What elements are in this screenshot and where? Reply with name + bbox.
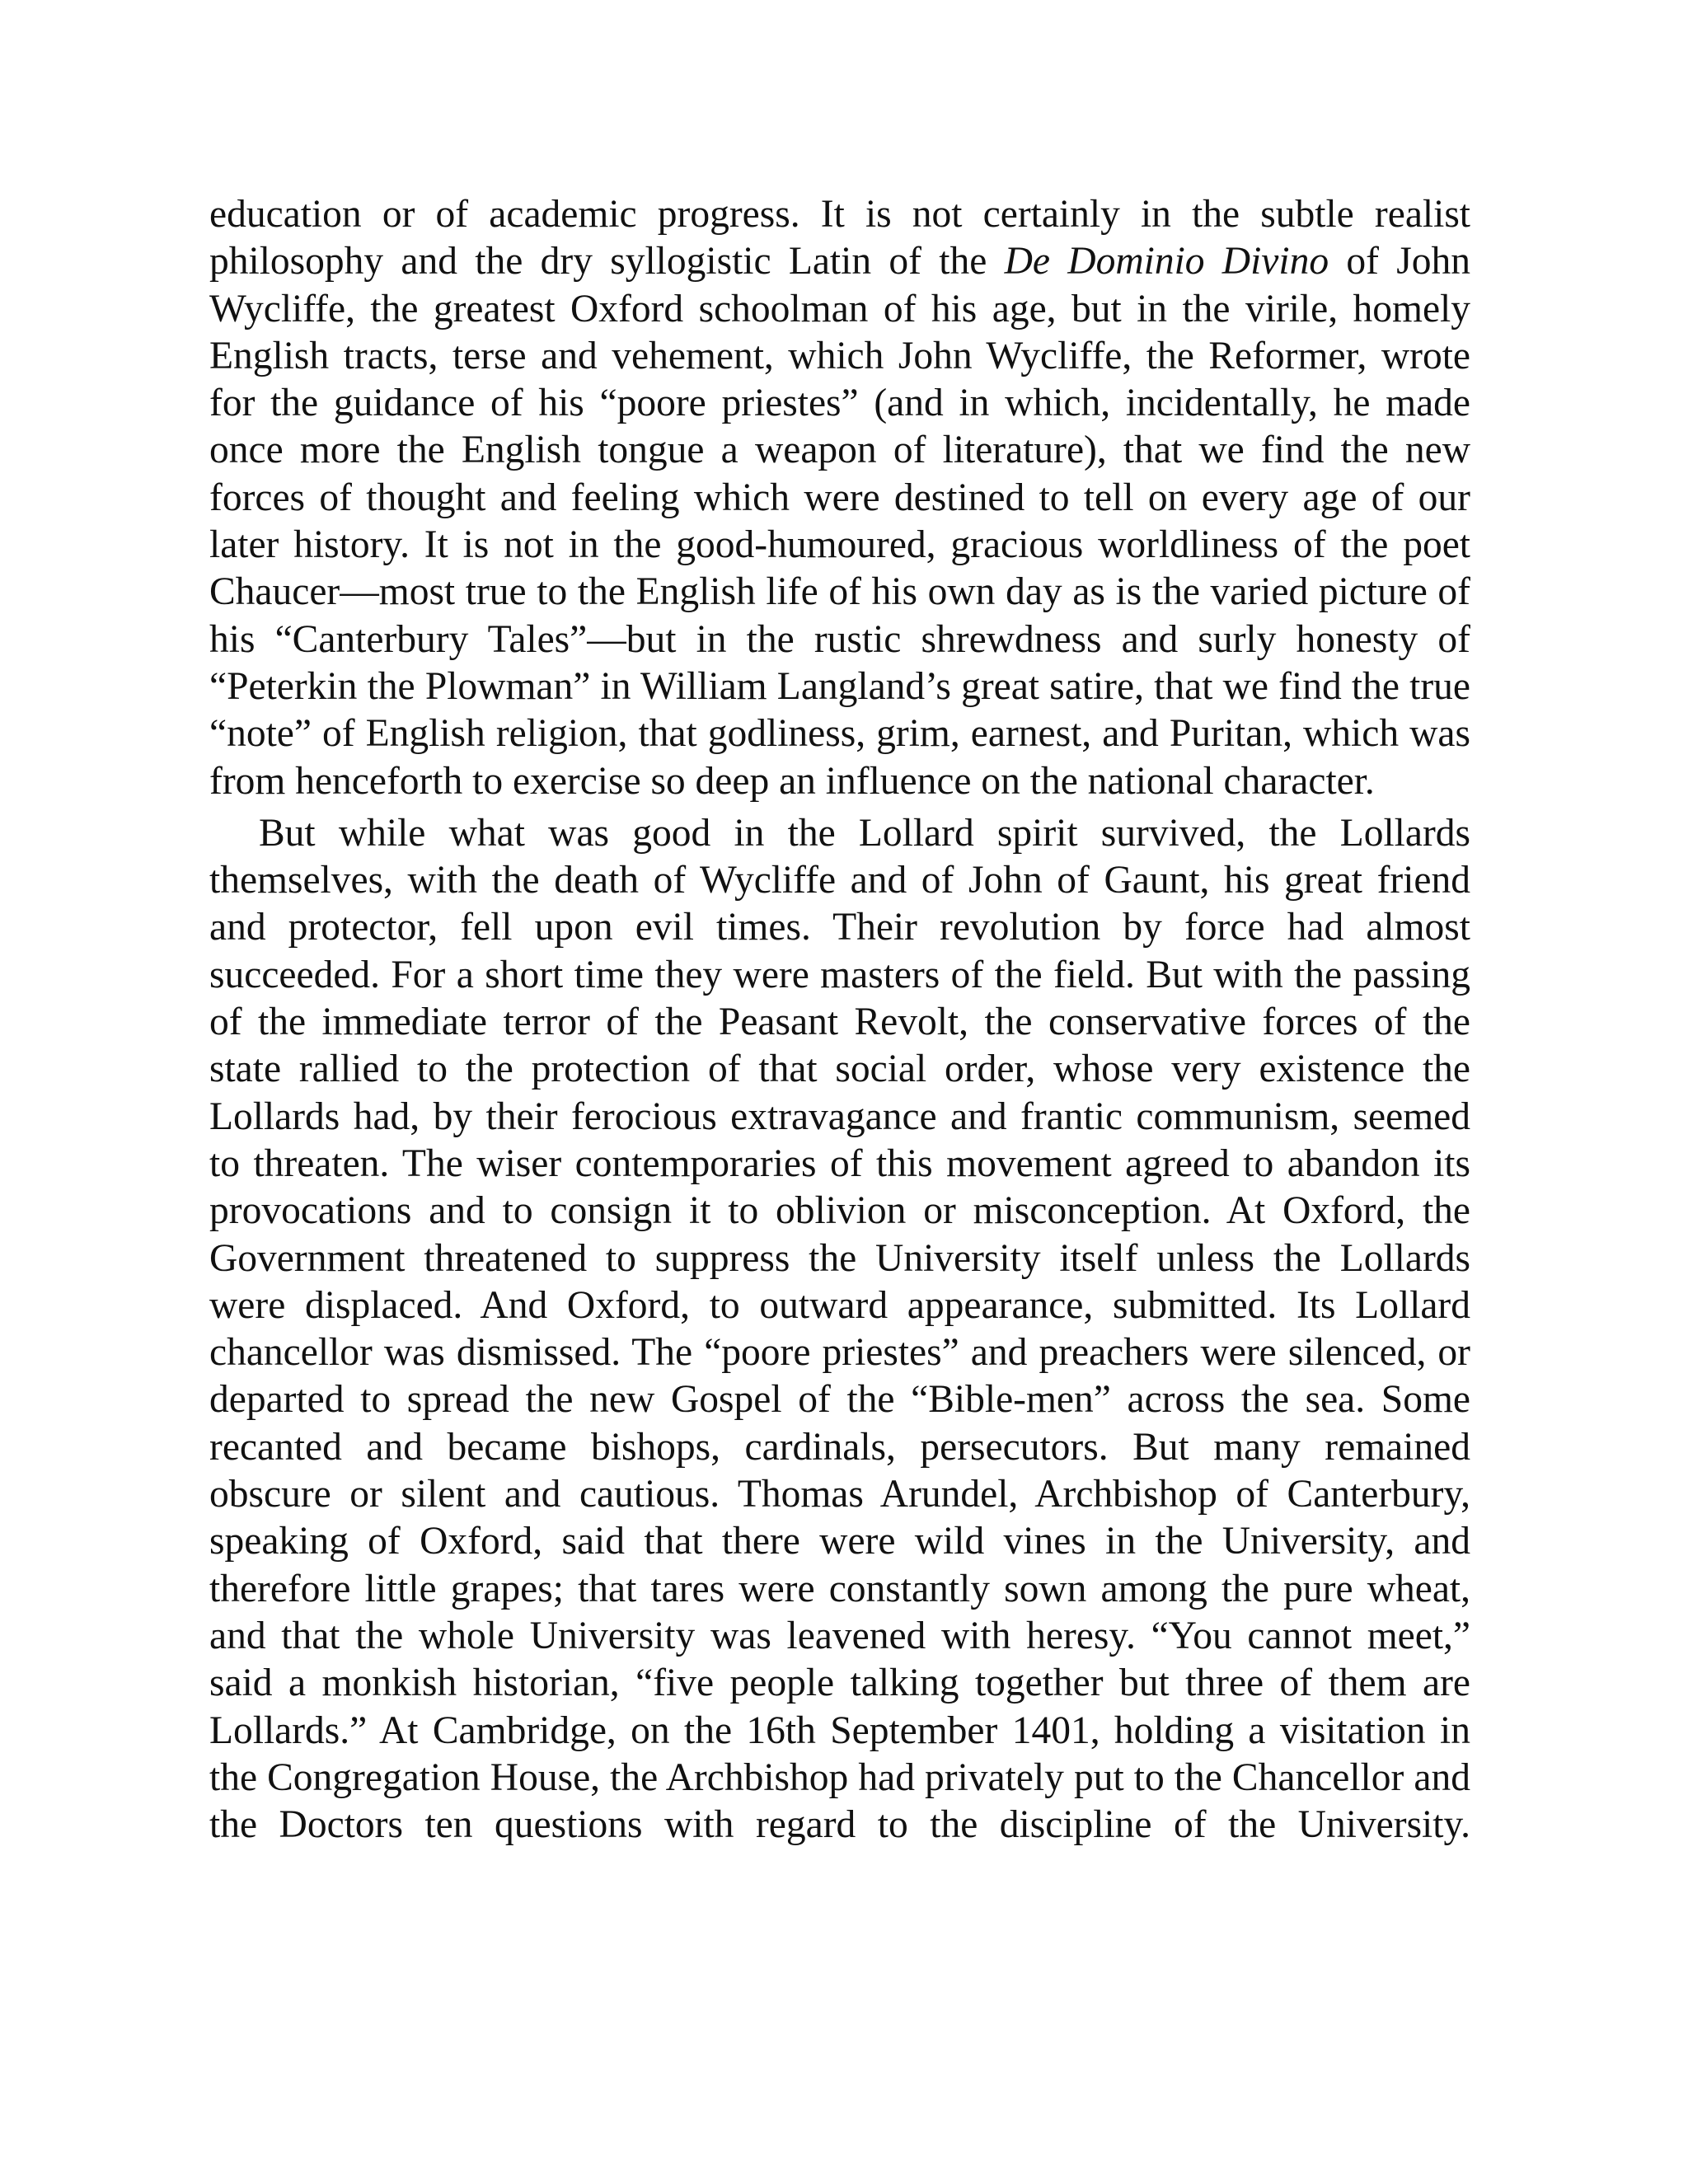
paragraph-1-text-a: education or of academic progress. It is not certainly in the subtle realist philosophy and the dry syllogistic Latin of the <box>209 193 1470 284</box>
paragraph-2: But while what was good in the Lollard spirit survived, the Lollards themselves, with the death of Wycliffe and of John of Gaunt, his great friend and protector, fell upon evil times. Their revolution by force had almost succeeded. For a short time they were masters of the field. But with the passing of the immediate terror of the Peasant Revolt, the conservative forces of the state rallied to the protection of that social order, whose very existence the Lollards had, by their ferocious extravagance and frantic communism, seemed to threaten. The wiser contemporaries of this movement agreed to abandon its provocations and to consign it to oblivion or misconception. At Oxford, the Government threatened to suppress the University itself unless the Lollards were displaced. And Oxford, to outward appearance, submitted. Its Lollard chancellor was dismissed. The “poore priestes” and preachers were silenced, or departed to spread the new Gospel of the “Bible-men” across the sea. Some recanted and became bishops, cardinals, persecutors. But many remained obscure or silent and cautious. Thomas Arundel, Archbishop of Canterbury, speaking of Oxford, said that there were wild vines in the University, and therefore little grapes; that tares were constantly sown among the pure wheat, and that the whole University was leavened with heresy. “You cannot meet,” said a monkish historian, “five people talking together but three of them are Lollards.” At Cambridge, on the 16th September 1401, holding a visitation in the Congregation House, the Archbishop had privately put to the Chancellor and the Doctors ten questions with regard to the discipline of the University. <box>209 811 1470 1847</box>
paragraph-1-text-b: of John Wycliffe, the greatest Oxford schoolman of his age, but in the virile, homely English tracts, terse and vehement, which John Wycliffe, the Reformer, wrote for the guidance of his “poore priestes” (and in which, incidentally, he made once more the English tongue a weapon of literature), that we find the new forces of thought and feeling which were destined to tell on every age of our later history. It is not in the good-humoured, gracious worldliness of the poet Chaucer—most true to the English life of his own day as is the varied picture of his “Canterbury Tales”—but in the rustic shrewdness and surly honesty of “Peterkin the Plowman” in William Langland’s great satire, that we find the true “note” of English religion, that godliness, grim, earnest, and Puritan, which was from henceforth to exercise so deep an influence on the national character. <box>209 240 1470 803</box>
book-title-italic: De Dominio Divino <box>1004 240 1329 284</box>
page-body <box>209 191 1470 1849</box>
paragraph-1 <box>209 191 1470 805</box>
